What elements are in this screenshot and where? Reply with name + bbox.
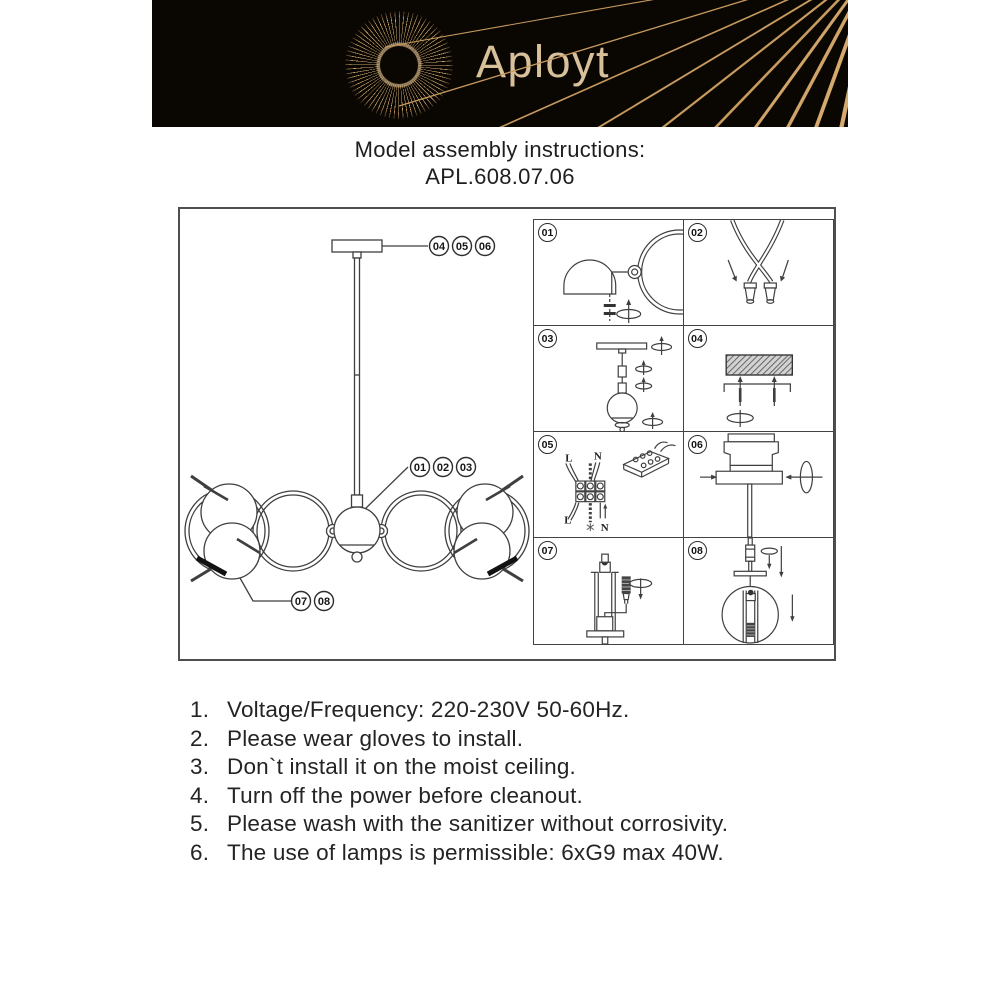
instruction-text: Please wash with the sanitizer without corrosivity. (227, 811, 729, 837)
instruction-item-1 (190, 696, 728, 725)
callout-01: 01 (413, 461, 427, 474)
instruction-item-5 (190, 810, 728, 839)
instruction-text: Please wear gloves to install. (227, 725, 524, 751)
instruction-item-4 (190, 782, 728, 811)
instruction-number: 3. (190, 754, 210, 780)
assembly-steps-grid (533, 219, 834, 645)
callout-group-rod (430, 237, 495, 256)
instruction-text: Don`t install it on the moist ceiling. (227, 754, 577, 780)
step-badge-05: 05 (538, 435, 557, 454)
step-cell-02 (684, 220, 834, 326)
wire-label-neutral-bottom: N (600, 522, 609, 535)
instruction-number: 2. (190, 725, 210, 751)
step-cell-06 (684, 432, 834, 538)
step-badge-01: 01 (538, 223, 557, 242)
callout-04: 04 (432, 240, 446, 253)
instruction-text: Voltage/Frequency: 220-230V 50-60Hz. (227, 697, 630, 722)
instruction-item-6 (190, 839, 728, 868)
step-cell-03 (534, 326, 684, 432)
callout-05: 05 (455, 240, 469, 253)
assembly-diagram-panel (178, 207, 836, 661)
step-cell-07 (534, 538, 684, 644)
callout-group-body (411, 458, 476, 477)
model-number: APL.608.07.06 (425, 164, 575, 189)
step-badge-04: 04 (688, 329, 707, 348)
wire-label-neutral-top: N (593, 450, 602, 463)
instruction-number: 6. (190, 839, 210, 865)
instruction-text: Turn off the power before cleanout. (227, 782, 583, 808)
step-badge-02: 02 (688, 223, 707, 242)
wire-label-live-top: L (565, 452, 573, 465)
instruction-number: 4. (190, 782, 210, 808)
corner-rays-icon (152, 0, 848, 127)
instruction-number: 5. (190, 811, 210, 837)
callout-02: 02 (436, 461, 450, 474)
step-cell-08 (684, 538, 834, 644)
instruction-item-2 (190, 725, 728, 754)
callout-08: 08 (317, 595, 331, 608)
callout-03: 03 (459, 461, 473, 474)
instruction-item-3 (190, 753, 728, 782)
wire-label-live-bottom: L (564, 514, 572, 527)
safety-instructions-list (190, 696, 728, 868)
brand-name: Aployt (475, 36, 611, 87)
step-badge-03: 03 (538, 329, 557, 348)
callout-07: 07 (294, 595, 308, 608)
chandelier-overview-drawing (180, 209, 534, 659)
step-cell-04 (684, 326, 834, 432)
instruction-number: 1. (190, 697, 210, 722)
title-block (0, 136, 1000, 190)
callout-06: 06 (478, 240, 492, 253)
brand-banner (152, 0, 848, 127)
step-badge-08: 08 (688, 541, 707, 560)
step-badge-07: 07 (538, 541, 557, 560)
page-title: Model assembly instructions: (354, 137, 646, 162)
step-badge-06: 06 (688, 435, 707, 454)
step-cell-05 (534, 432, 684, 538)
callout-group-shade (292, 592, 334, 611)
instruction-text: The use of lamps is permissible: 6xG9 max 40W. (227, 839, 724, 865)
step-cell-01 (534, 220, 684, 326)
